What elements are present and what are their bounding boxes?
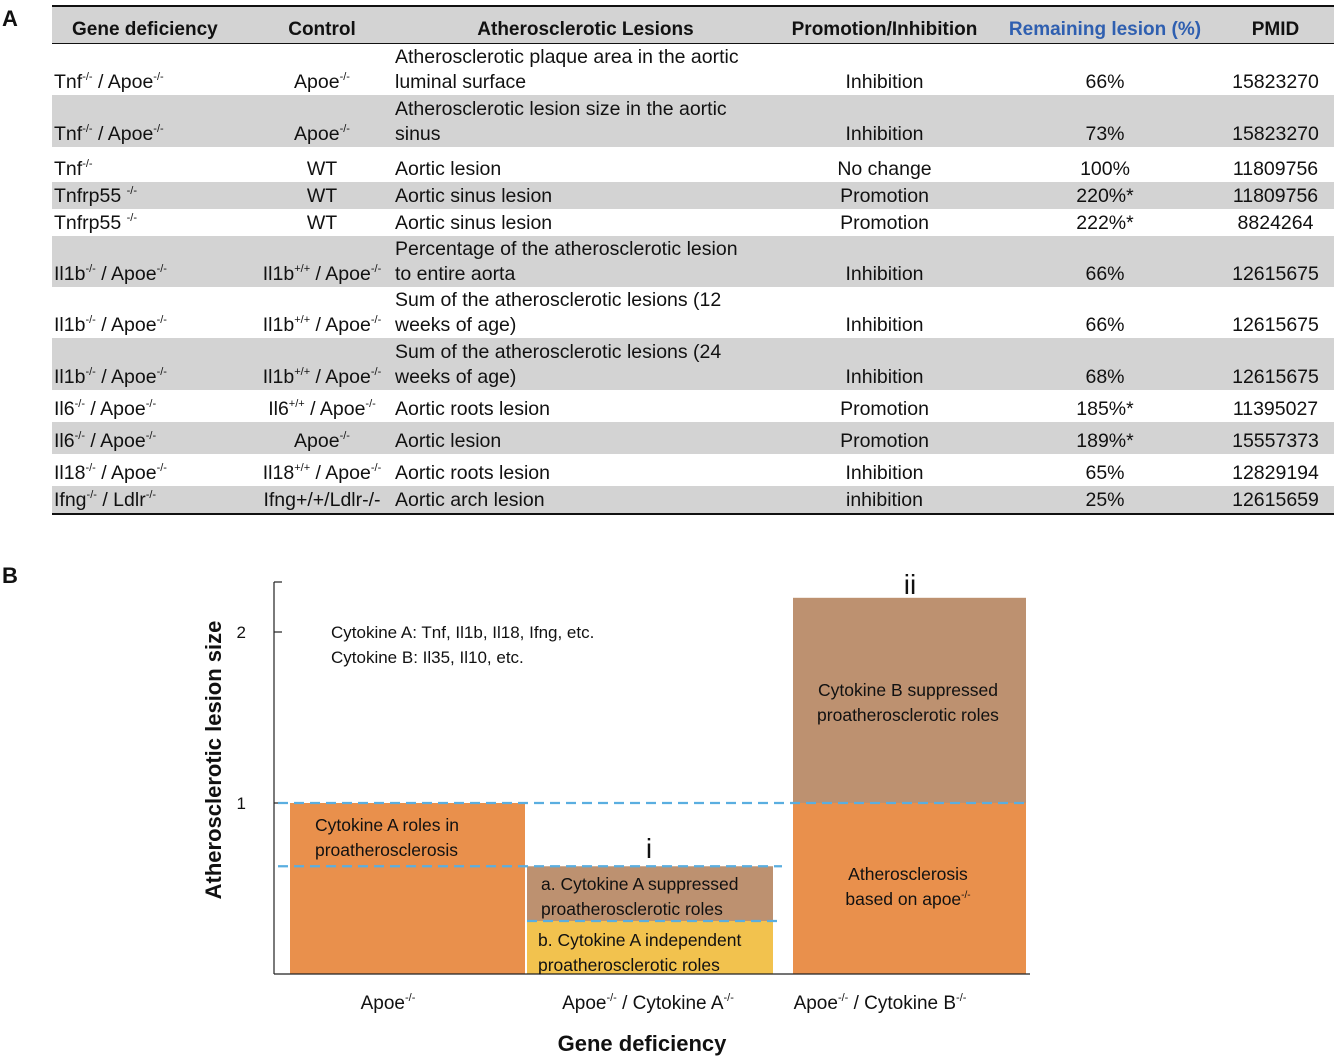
remaining-lesion-cell: 66% — [1085, 263, 1125, 285]
panel-a-label: A — [2, 6, 18, 31]
gene-deficiency-cell: Il1b-/- / Apoe-/- — [54, 366, 167, 388]
table-row — [52, 287, 1334, 338]
bar-3-segment-1-label: Atherosclerosis — [848, 864, 968, 884]
pmid-cell: 12615675 — [1232, 263, 1319, 285]
x-category-label: Apoe-/- / Cytokine B-/- — [793, 992, 967, 1014]
promotion-cell: Inhibition — [845, 314, 924, 336]
lesion-line: Aortic lesion — [395, 158, 502, 180]
control-cell: Il18+/+ / Apoe-/- — [262, 462, 382, 484]
x-axis-title: Gene deficiency — [557, 1031, 727, 1056]
table-row — [52, 422, 1334, 454]
control-cell: Il6+/+ / Apoe-/- — [268, 398, 376, 420]
header-remaining-lesion: Remaining lesion (%) — [1008, 19, 1202, 40]
gene-deficiency-cell: Il6-/- / Apoe-/- — [54, 430, 157, 452]
lesion-cell — [393, 157, 778, 182]
lesion-cell — [393, 461, 778, 486]
lesion-line: Sum of the atherosclerotic lesions (24 — [395, 341, 722, 363]
gene-deficiency-cell: Il1b-/- / Apoe-/- — [54, 263, 167, 285]
control-cell: WT — [306, 185, 338, 207]
bar-2-segment-1-label: b. Cytokine A independent — [538, 930, 742, 950]
header-control: Control — [288, 19, 356, 40]
control-cell: Apoe-/- — [294, 123, 350, 145]
table-row — [52, 236, 1334, 287]
header-gene-deficiency: Gene deficiency — [72, 19, 218, 40]
control-cell: Il1b+/+ / Apoe-/- — [262, 314, 382, 336]
gene-deficiency-cell: Tnfrp55 -/- — [54, 185, 138, 207]
x-category-label: Apoe-/- / Cytokine A-/- — [562, 992, 734, 1014]
lesion-line: Percentage of the atherosclerotic lesion — [395, 238, 738, 260]
table-row — [52, 209, 1334, 236]
gene-deficiency-table — [52, 5, 1334, 515]
table-row — [52, 44, 1334, 95]
pmid-cell: 11809756 — [1232, 158, 1319, 180]
table-row — [52, 486, 1334, 513]
bar-2-marker: i — [645, 833, 653, 864]
remaining-lesion-cell: 66% — [1085, 71, 1125, 93]
gene-deficiency-cell: Tnf-/- / Apoe-/- — [54, 71, 164, 93]
remaining-lesion-cell: 68% — [1085, 366, 1125, 388]
bar-3-segment-2 — [793, 598, 1026, 803]
control-cell: Apoe-/- — [294, 430, 350, 452]
table-row — [52, 147, 1334, 182]
gene-deficiency-cell: Il18-/- / Apoe-/- — [54, 462, 167, 484]
promotion-cell: Inhibition — [845, 263, 924, 285]
remaining-lesion-cell: 220%* — [1076, 185, 1134, 207]
table-row — [52, 454, 1334, 486]
remaining-lesion-cell: 222%* — [1076, 212, 1134, 234]
bar-3-segment-1-label: based on apoe-/- — [845, 889, 971, 909]
promotion-cell: Inhibition — [845, 123, 924, 145]
lesion-line: Aortic roots lesion — [395, 398, 550, 420]
lesion-line: Aortic lesion — [395, 430, 502, 452]
pmid-cell: 15823270 — [1232, 123, 1319, 145]
lesion-line: Aortic roots lesion — [395, 462, 550, 484]
gene-deficiency-cell: Tnf-/- / Apoe-/- — [54, 123, 164, 145]
pmid-cell: 8824264 — [1237, 212, 1314, 234]
y-axis-title: Atherosclerotic lesion size — [201, 620, 226, 900]
lesion-line: Sum of the atherosclerotic lesions (12 — [395, 289, 722, 311]
promotion-cell: Promotion — [840, 430, 929, 452]
y-tick-label-2: 2 — [236, 623, 246, 642]
lesion-cell — [393, 288, 778, 338]
header-pmid: PMID — [1251, 19, 1300, 40]
cytokine-annotation: Cytokine A: Tnf, Il1b, Il18, Ifng, etc. — [331, 623, 595, 642]
remaining-lesion-cell: 100% — [1080, 158, 1130, 180]
promotion-cell: Inhibition — [845, 366, 924, 388]
lesion-cell — [393, 488, 778, 513]
promotion-cell: inhibition — [846, 489, 923, 511]
bar-3-segment-2-label: Cytokine B suppressed — [818, 680, 998, 700]
bar-2-segment-2-label: a. Cytokine A suppressed — [541, 874, 739, 894]
promotion-cell: Promotion — [840, 212, 929, 234]
table-row — [52, 390, 1334, 422]
pmid-cell: 11395027 — [1232, 398, 1319, 420]
bar-3-marker: ii — [903, 569, 917, 600]
control-cell: WT — [306, 158, 338, 180]
y-tick-label-1: 1 — [236, 794, 246, 813]
x-category-label: Apoe-/- — [360, 992, 416, 1014]
bar-1-segment-1-label: proatherosclerosis — [315, 840, 458, 860]
promotion-cell: Inhibition — [845, 462, 924, 484]
lesion-size-chart — [0, 560, 1335, 1059]
lesion-line: sinus — [395, 123, 441, 145]
gene-deficiency-cell: Tnfrp55 -/- — [54, 212, 138, 234]
remaining-lesion-cell: 73% — [1085, 123, 1125, 145]
control-cell: WT — [306, 212, 338, 234]
pmid-cell: 12615659 — [1232, 489, 1319, 511]
table-row — [52, 95, 1334, 147]
promotion-cell: Promotion — [840, 398, 929, 420]
bar-2-segment-1-label: proatherosclerotic roles — [538, 955, 720, 975]
table-row — [52, 338, 1334, 390]
remaining-lesion-cell: 66% — [1085, 314, 1125, 336]
control-cell: Ifng+/+/Ldlr-/- — [263, 489, 381, 511]
pmid-cell: 15823270 — [1232, 71, 1319, 93]
lesion-cell — [393, 184, 778, 209]
lesion-cell — [393, 237, 778, 287]
control-cell: Il1b+/+ / Apoe-/- — [262, 263, 382, 285]
control-cell: Il1b+/+ / Apoe-/- — [262, 366, 382, 388]
pmid-cell: 12829194 — [1232, 462, 1319, 484]
pmid-cell: 12615675 — [1232, 366, 1319, 388]
cytokine-annotation: Cytokine B: Il35, Il10, etc. — [331, 648, 524, 667]
bar-2-segment-2-label: proatherosclerotic roles — [541, 899, 723, 919]
bar-1-segment-1-label: Cytokine A roles in — [315, 815, 459, 835]
pmid-cell: 11809756 — [1232, 185, 1319, 207]
promotion-cell: No change — [837, 158, 932, 180]
bar-3-segment-2-label: proatherosclerotic roles — [817, 705, 999, 725]
table-row — [52, 182, 1334, 209]
remaining-lesion-cell: 25% — [1085, 489, 1125, 511]
lesion-cell — [393, 397, 778, 422]
gene-deficiency-cell: Il6-/- / Apoe-/- — [54, 398, 157, 420]
remaining-lesion-cell: 189%* — [1076, 430, 1134, 452]
lesion-cell — [393, 340, 778, 390]
lesion-line: to entire aorta — [395, 263, 516, 285]
header-promotion-inhibition: Promotion/Inhibition — [791, 19, 978, 40]
header-atherosclerotic-lesions: Atherosclerotic Lesions — [477, 19, 694, 40]
table-header — [52, 7, 1334, 43]
lesion-line: luminal surface — [395, 71, 527, 93]
control-cell: Apoe-/- — [294, 71, 350, 93]
lesion-cell — [393, 97, 778, 147]
lesion-line: weeks of age) — [395, 366, 517, 388]
table-body — [52, 44, 1334, 513]
lesion-cell — [393, 429, 778, 454]
lesion-line: Aortic arch lesion — [395, 489, 545, 511]
lesion-line: Atherosclerotic plaque area in the aortic — [395, 46, 739, 68]
panel-b-label: B — [2, 563, 18, 588]
gene-deficiency-cell: Il1b-/- / Apoe-/- — [54, 314, 167, 336]
lesion-line: weeks of age) — [395, 314, 517, 336]
lesion-cell — [393, 211, 778, 236]
promotion-cell: Inhibition — [845, 71, 924, 93]
gene-deficiency-cell: Tnf-/- — [54, 158, 93, 180]
lesion-line: Aortic sinus lesion — [395, 185, 553, 207]
pmid-cell: 15557373 — [1232, 430, 1319, 452]
table-bottom-rule — [52, 513, 1334, 515]
gene-deficiency-cell: Ifng-/- / Ldlr-/- — [54, 489, 157, 511]
remaining-lesion-cell: 185%* — [1076, 398, 1134, 420]
pmid-cell: 12615675 — [1232, 314, 1319, 336]
remaining-lesion-cell: 65% — [1085, 462, 1125, 484]
promotion-cell: Promotion — [840, 185, 929, 207]
lesion-cell — [393, 45, 778, 95]
lesion-line: Aortic sinus lesion — [395, 212, 553, 234]
lesion-line: Atherosclerotic lesion size in the aortic — [395, 98, 727, 120]
